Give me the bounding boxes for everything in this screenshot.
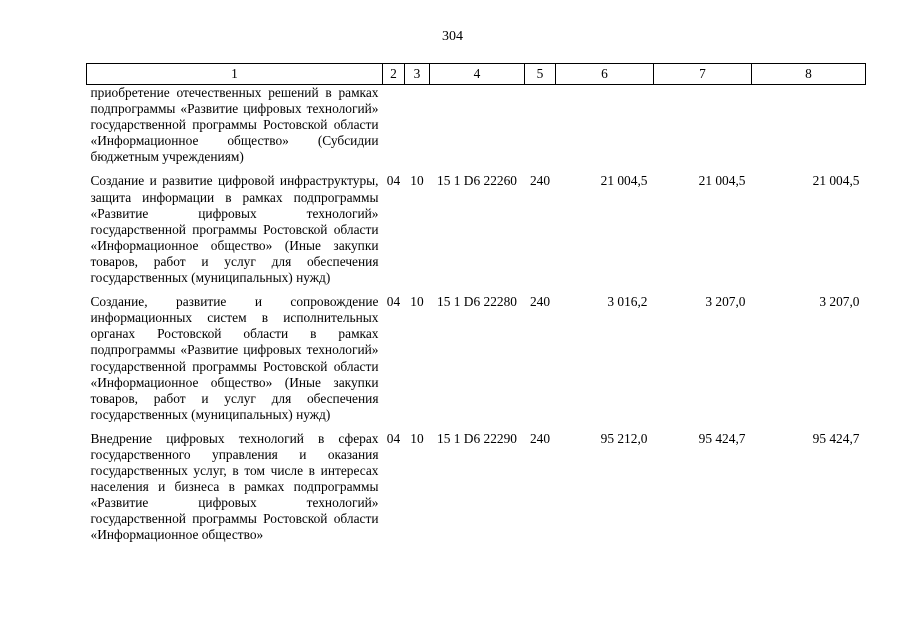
- row-value-col8: 95 424,7: [812, 430, 860, 446]
- page-number: 304: [442, 29, 463, 44]
- row-value-col7: 21 004,5: [698, 173, 746, 189]
- column-header: 5: [525, 64, 556, 85]
- row-section-code: [383, 85, 405, 174]
- column-header: 7: [654, 64, 752, 85]
- column-header: 8: [752, 64, 866, 85]
- row-subsection-code: 10: [410, 173, 424, 189]
- column-header: 1: [87, 64, 383, 85]
- column-header: 4: [430, 64, 525, 85]
- row-value-col6: 3 016,2: [607, 294, 648, 310]
- row-description: Создание, развитие и сопровождение информационных систем в исполнительных органах Ростовской области в рамках подпрограммы «Развитие цифровых технологий» государственной программы Ростовской области «Информационное общество» (Иные закупки товаров, работ и услуг для обеспечения государственных (муниципальных) нужд): [90, 294, 379, 422]
- table-row: [87, 294, 866, 431]
- column-header: 2: [383, 64, 405, 85]
- row-target-article: 15 1 D6 22280: [437, 294, 517, 310]
- row-target-article: 15 1 D6 22290: [437, 430, 517, 446]
- row-description: приобретение отечественных решений в рамках подпрограммы «Развитие цифровых технологий» государственной программы Ростовской области «Информационное общество» (Субсидии бюджетным учреждениям): [90, 85, 379, 165]
- row-value-col6: [556, 85, 654, 174]
- column-header: 6: [556, 64, 654, 85]
- row-value-col6: 21 004,5: [600, 173, 648, 189]
- row-expense-type: 240: [529, 173, 551, 189]
- column-header: 3: [405, 64, 430, 85]
- row-section-code: 04: [386, 294, 401, 310]
- row-value-col8: 3 207,0: [819, 294, 860, 310]
- row-value-col8: 21 004,5: [812, 173, 860, 189]
- row-target-article: [430, 85, 525, 174]
- row-expense-type: 240: [529, 294, 551, 310]
- row-value-col6: 95 212,0: [600, 430, 648, 446]
- row-value-col8: [752, 85, 866, 174]
- row-section-code: 04: [386, 173, 401, 189]
- row-subsection-code: 10: [410, 430, 424, 446]
- table-row: [87, 173, 866, 294]
- row-description: Создание и развитие цифровой инфраструктуры, защита информации в рамках подпрограммы «Развитие цифровых технологий» государственной программы Ростовской области «Информационное общество» (Иные закупки товаров, работ и услуг для обеспечения государственных (муниципальных) нужд): [90, 173, 379, 286]
- column-header-row: [87, 64, 866, 85]
- row-value-col7: 95 424,7: [698, 430, 746, 446]
- row-expense-type: 240: [529, 430, 551, 446]
- row-expense-type: [525, 85, 556, 174]
- table-row: [87, 431, 866, 552]
- row-target-article: 15 1 D6 22260: [437, 173, 517, 189]
- budget-table: [86, 63, 866, 552]
- row-section-code: 04: [386, 430, 401, 446]
- row-value-col7: [654, 85, 752, 174]
- row-description: Внедрение цифровых технологий в сферах государственного управления и оказания государственных услуг, в том числе в интересах населения и бизнеса в рамках подпрограммы «Развитие цифровых технологий» государственной программы Ростовской области «Информационное общество»: [90, 430, 379, 543]
- row-value-col7: 3 207,0: [705, 294, 746, 310]
- row-subsection-code: 10: [410, 294, 424, 310]
- row-subsection-code: [405, 85, 430, 174]
- table-row: [87, 85, 866, 174]
